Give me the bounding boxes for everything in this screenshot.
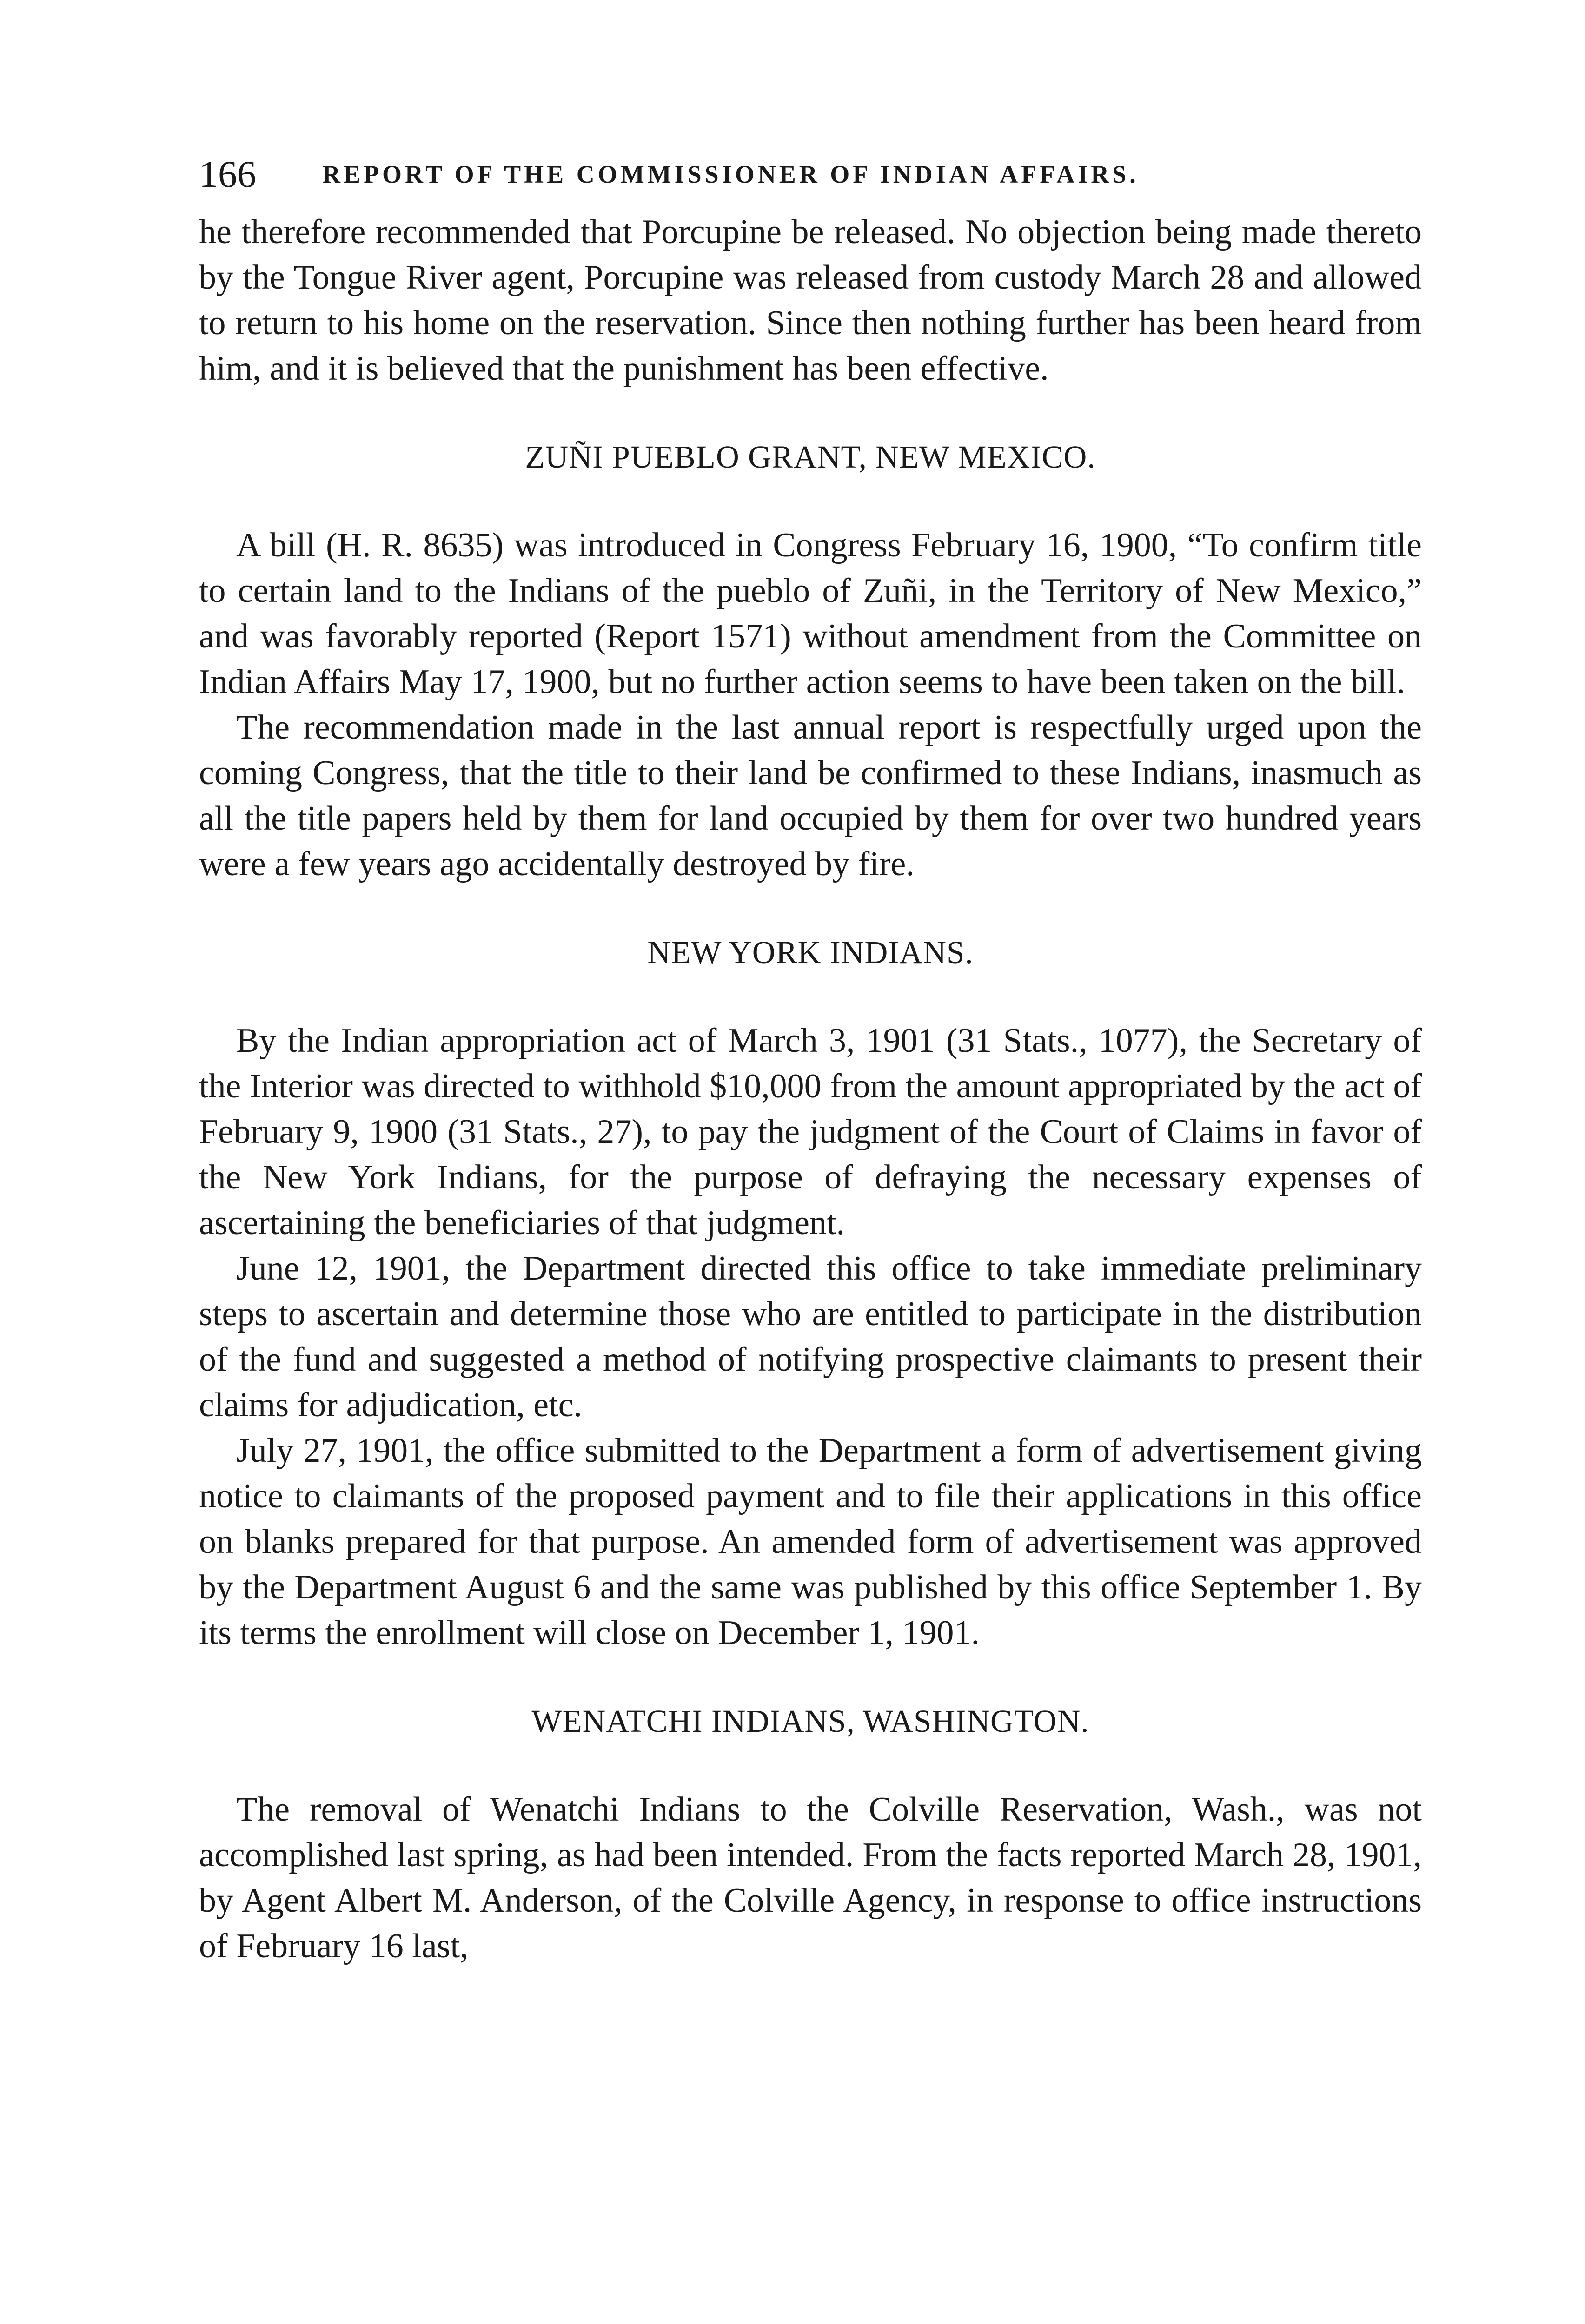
paragraph-zuni-bill: A bill (H. R. 8635) was introduced in Congress February 16, 1900, “To confirm title to certain land to the Indians of the pueblo of Zuñi, in the Territory of New Mexico,” and was favorably reported (Report 1571) without amendment from the Committee on Indian Affairs May 17, 1900, but no further action seems to have been taken on the bill. bbox=[199, 526, 1422, 701]
text-column bbox=[199, 139, 1422, 1969]
paragraph-zuni-recommendation: The recommendation made in the last annual report is respectfully urged upon the coming Congress, that the title to their land be confirmed to these Indians, inasmuch as all the title papers held by them for land occupied by them for over two hundred years were a few years ago accidentally destroyed by fire. bbox=[199, 708, 1422, 883]
page-number: 166 bbox=[199, 153, 256, 195]
paragraph-new-york-june: June 12, 1901, the Department directed this office to take immediate preliminary steps to ascertain and determine those who are entitled to participate in the distribution of the fund and suggested a method of notifying prospective claimants to present their claims for adjudication, etc. bbox=[199, 1249, 1422, 1424]
continued-paragraph: he therefore recommended that Porcupine be released. No objection being made thereto by the Tongue River agent, Porcupine was released from custody March 28 and allowed to return to his home on the reservation. Since then nothing further has been heard from him, and it is believed that the punishment has been effective. bbox=[199, 213, 1422, 388]
section-heading-new-york: NEW YORK INDIANS. bbox=[647, 935, 974, 970]
paragraph-new-york-july: July 27, 1901, the office submitted to the Department a form of advertisement giving notice to claimants of the proposed payment and to file their applications in this office on blanks prepared for that purpose. An amended form of advertisement was approved by the Department August 6 and the same was published by this office September 1. By its terms the enrollment will close on December 1, 1901. bbox=[199, 1432, 1422, 1652]
running-title: REPORT OF THE COMMISSIONER OF INDIAN AFFAIRS. bbox=[322, 160, 1139, 188]
section-heading-wenatchi: WENATCHI INDIANS, WASHINGTON. bbox=[531, 1703, 1089, 1739]
paragraph-new-york-act: By the Indian appropriation act of March 3, 1901 (31 Stats., 1077), the Secretary of the Interior was directed to withhold $10,000 from the amount appropriated by the act of February 9, 1900 (31 Stats., 27), to pay the judgment of the Court of Claims in favor of the New York Indians, for the purpose of defraying the necessary expenses of ascertaining the beneficiaries of that judgment. bbox=[199, 1022, 1422, 1242]
paragraph-wenatchi-removal: The removal of Wenatchi Indians to the Colville Reservation, Wash., was not accomplished last spring, as had been intended. From the facts reported March 28, 1901, by Agent Albert M. Anderson, of the Colville Agency, in response to office instructions of February 16 last, bbox=[199, 1790, 1422, 1965]
section-heading-zuni: ZUÑI PUEBLO GRANT, NEW MEXICO. bbox=[525, 439, 1096, 475]
running-head bbox=[199, 139, 1422, 209]
